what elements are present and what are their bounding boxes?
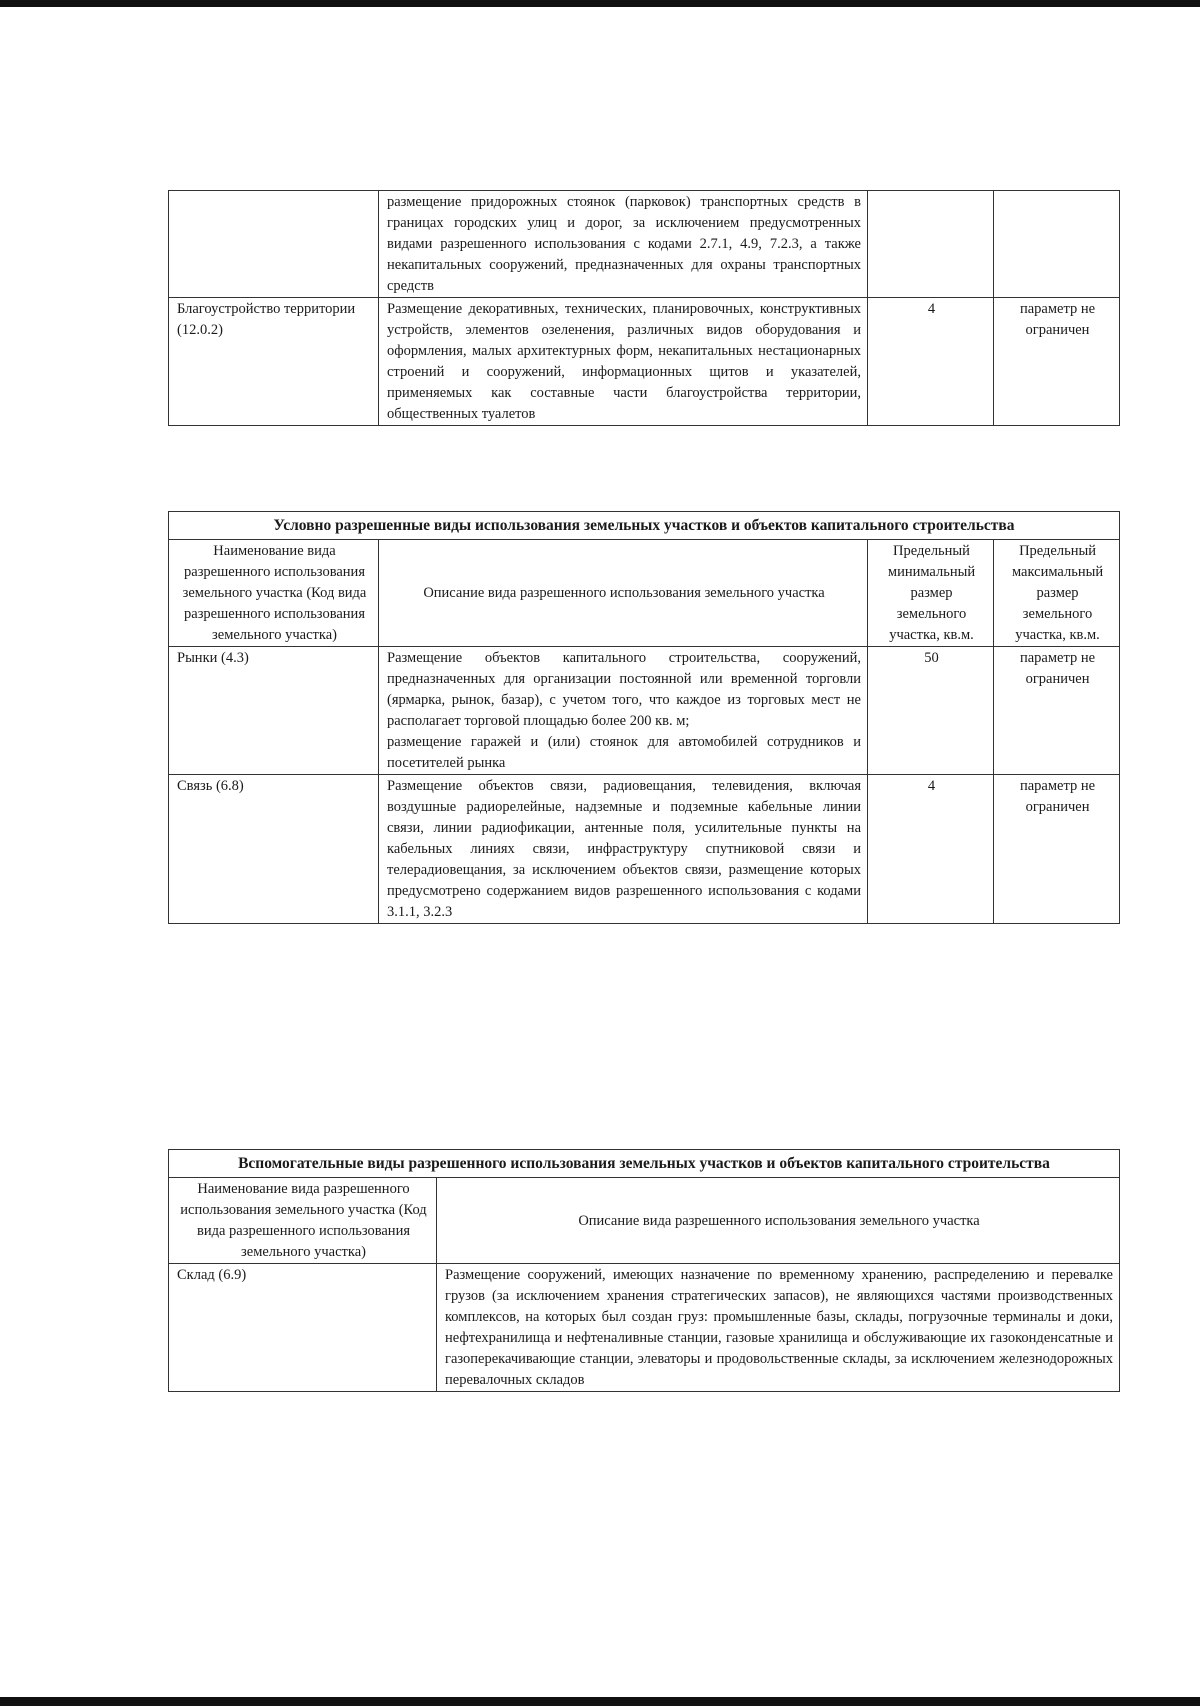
- min-size-cell: 4: [868, 298, 994, 426]
- min-size-cell: 50: [868, 647, 994, 775]
- description-line: Размещение объектов связи, радиовещания, телевидения, включая воздушные радиорелейные, надземные и подземные кабельные линии связи, линии радиофикации, антенные поля, усилительные пункты на кабельных линиях связи, инфраструктуру спутниковой связи и телерадиовещания, за исключением объектов связи, размещение которых предусмотрено содержанием видов разрешенного использования с кодами 3.1.1, 3.2.3: [387, 778, 861, 920]
- table-title-row: [169, 1150, 1120, 1178]
- header-name: Наименование вида разрешенного использования земельного участка (Код вида разрешенного использования земельного участка): [169, 1178, 437, 1264]
- table-title: Вспомогательные виды разрешенного использования земельных участков и объектов капитального строительства: [169, 1150, 1120, 1178]
- table-row: [169, 191, 1120, 298]
- header-row: [169, 1178, 1120, 1264]
- use-name-cell: Рынки (4.3): [169, 647, 379, 775]
- use-description-cell: [379, 647, 868, 775]
- header-min-size: Предельный минимальный размер земельного участка, кв.м.: [868, 540, 994, 647]
- table-row: [169, 775, 1120, 924]
- use-description-cell: [379, 775, 868, 924]
- conditional-uses-table: [168, 511, 1120, 924]
- table-row: [169, 298, 1120, 426]
- table-title-row: [169, 512, 1120, 540]
- header-description: Описание вида разрешенного использования земельного участка: [437, 1178, 1120, 1264]
- use-name-cell: [169, 191, 379, 298]
- max-size-cell: параметр не ограничен: [994, 298, 1120, 426]
- use-description-cell: размещение придорожных стоянок (парковок) транспортных средств в границах городских улиц и дорог, за исключением предусмотренных видами разрешенного использования с кодами 2.7.1, 4.9, 7.2.3, а также некапитальных сооружений, предназначенных для охраны транспортных средств: [379, 191, 868, 298]
- table-title: Условно разрешенные виды использования земельных участков и объектов капитального строительства: [169, 512, 1120, 540]
- max-size-cell: [994, 191, 1120, 298]
- auxiliary-uses-table: [168, 1149, 1120, 1392]
- max-size-cell: параметр не ограничен: [994, 647, 1120, 775]
- table-row: [169, 647, 1120, 775]
- min-size-cell: 4: [868, 775, 994, 924]
- min-size-cell: [868, 191, 994, 298]
- header-description: Описание вида разрешенного использования земельного участка: [379, 540, 868, 647]
- use-description-cell: Размещение декоративных, технических, планировочных, конструктивных устройств, элементов озеленения, различных видов оборудования и оформления, малых архитектурных форм, некапитальных нестационарных строений и сооружений, информационных щитов и указателей, применяемых как составные части благоустройства территории, общественных туалетов: [379, 298, 868, 426]
- use-name-cell: Связь (6.8): [169, 775, 379, 924]
- header-max-size: Предельный максимальный размер земельного участка, кв.м.: [994, 540, 1120, 647]
- header-name: Наименование вида разрешенного использования земельного участка (Код вида разрешенного использования земельного участка): [169, 540, 379, 647]
- max-size-cell: параметр не ограничен: [994, 775, 1120, 924]
- permitted-uses-table-continued: [168, 190, 1120, 426]
- description-line: размещение гаражей и (или) стоянок для автомобилей сотрудников и посетителей рынка: [387, 734, 861, 771]
- use-name-cell: Склад (6.9): [169, 1264, 437, 1392]
- description-line: Размещение объектов капитального строительства, сооружений, предназначенных для организации постоянной или временной торговли (ярмарка, рынок, базар), с учетом того, что каждое из торговых мест не располагает торговой площадью более 200 кв. м;: [387, 650, 861, 729]
- use-name-cell: Благоустройство территории (12.0.2): [169, 298, 379, 426]
- scan-bottom-border: [0, 1697, 1200, 1706]
- use-description-cell: Размещение сооружений, имеющих назначение по временному хранению, распределению и перевалке грузов (за исключением хранения стратегических запасов), не являющихся частями производственных комплексов, на которых был создан груз: промышленные базы, склады, погрузочные терминалы и доки, нефтехранилища и нефтеналивные станции, газовые хранилища и обслуживающие их газоконденсатные и газоперекачивающие станции, элеваторы и продовольственные склады, за исключением железнодорожных перевалочных складов: [437, 1264, 1120, 1392]
- header-row: [169, 540, 1120, 647]
- table-row: [169, 1264, 1120, 1392]
- scan-top-border: [0, 0, 1200, 7]
